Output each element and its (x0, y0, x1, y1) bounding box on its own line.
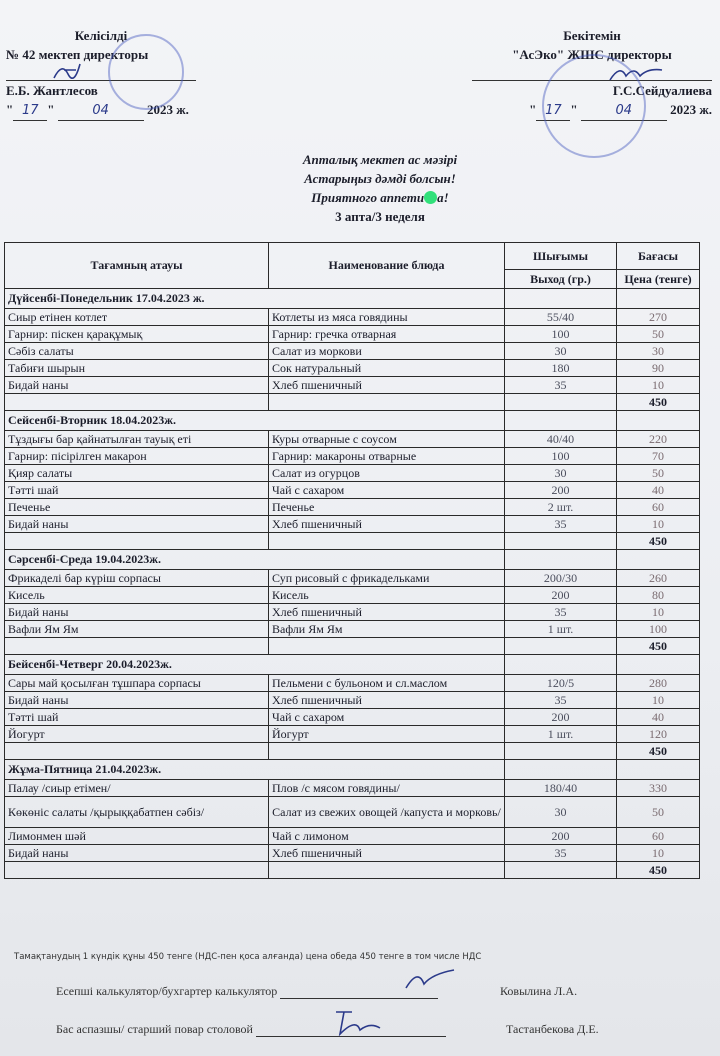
empty-cell (505, 743, 617, 760)
header-output-sub: Выход (гр.) (505, 270, 617, 289)
dish-name-kz: Сары май қосылған тұшпара сорпасы (5, 675, 269, 692)
day-title: Жұма-Пятница 21.04.2023ж. (5, 760, 505, 780)
dish-name-ru: Хлеб пшеничный (269, 845, 505, 862)
table-row (5, 675, 700, 692)
dish-name-ru: Кисель (269, 587, 505, 604)
dish-output: 40/40 (505, 431, 617, 448)
dish-name-kz: Көкөніс салаты /қырыққабатпен сәбіз/ (5, 797, 269, 828)
day-header-row (5, 411, 700, 431)
empty-cell (617, 760, 700, 780)
dish-output: 200 (505, 828, 617, 845)
dish-output: 30 (505, 465, 617, 482)
green-dot-icon (424, 191, 437, 204)
day-total: 450 (617, 394, 700, 411)
table-row (5, 309, 700, 326)
dish-output: 180 (505, 360, 617, 377)
date-day-left: 17 (13, 101, 47, 121)
table-row (5, 360, 700, 377)
dish-name-kz: Сәбіз салаты (5, 343, 269, 360)
dish-name-ru: Хлеб пшеничный (269, 692, 505, 709)
table-row (5, 431, 700, 448)
dish-name-ru: Печенье (269, 499, 505, 516)
dish-name-kz: Кисель (5, 587, 269, 604)
empty-cell (5, 862, 269, 879)
dish-name-kz: Бидай наны (5, 845, 269, 862)
dish-name-kz: Тәтті шай (5, 709, 269, 726)
empty-cell (505, 550, 617, 570)
approval-name-left: Е.Б. Жантлесов (6, 83, 98, 98)
dish-output: 200 (505, 709, 617, 726)
table-row (5, 516, 700, 533)
empty-cell (505, 655, 617, 675)
day-total: 450 (617, 638, 700, 655)
dish-name-kz: Сиыр етінен котлет (5, 309, 269, 326)
empty-cell (505, 394, 617, 411)
table-row (5, 499, 700, 516)
title-line-2: Астарыңыз дәмді болсын! (304, 171, 456, 186)
table-row (5, 448, 700, 465)
title-line-1: Апталық мектеп ас мәзірі (302, 152, 458, 167)
dish-output: 35 (505, 516, 617, 533)
day-title: Сейсенбі-Вторник 18.04.2023ж. (5, 411, 505, 431)
day-total-row (5, 638, 700, 655)
dish-name-ru: Салат из моркови (269, 343, 505, 360)
dish-output: 120/5 (505, 675, 617, 692)
dish-output: 100 (505, 448, 617, 465)
dish-name-ru: Хлеб пшеничный (269, 377, 505, 394)
header-price: Бағасы (617, 243, 700, 270)
dish-output: 35 (505, 377, 617, 394)
empty-cell (617, 411, 700, 431)
table-row (5, 709, 700, 726)
dish-output: 1 шт. (505, 621, 617, 638)
approval-position-right: "АсЭко" ЖШС директоры (512, 47, 672, 62)
day-total: 450 (617, 862, 700, 879)
dish-name-ru: Вафли Ям Ям (269, 621, 505, 638)
dish-price: 270 (617, 309, 700, 326)
approval-title-left: Келісілді (74, 28, 128, 43)
day-title: Сәрсенбі-Среда 19.04.2023ж. (5, 550, 505, 570)
dish-price: 280 (617, 675, 700, 692)
cook-signature-row (56, 1022, 446, 1037)
dish-output: 1 шт. (505, 726, 617, 743)
approval-position-left: № 42 мектеп директоры (6, 47, 149, 62)
empty-cell (269, 533, 505, 550)
dish-price: 40 (617, 709, 700, 726)
day-header-row (5, 289, 700, 309)
dish-price: 90 (617, 360, 700, 377)
dish-output: 55/40 (505, 309, 617, 326)
accountant-label: Есепші калькулятор/бухгартер калькулятор (56, 984, 278, 998)
accountant-signature-row (56, 984, 438, 999)
empty-cell (269, 743, 505, 760)
dish-name-kz: Гарнир: піскен қарақұмық (5, 326, 269, 343)
empty-cell (505, 862, 617, 879)
header-output: Шығымы (505, 243, 617, 270)
date-month-right: 04 (581, 101, 667, 121)
dish-output: 100 (505, 326, 617, 343)
day-total-row (5, 862, 700, 879)
dish-name-ru: Сок натуральный (269, 360, 505, 377)
dish-price: 70 (617, 448, 700, 465)
empty-cell (269, 638, 505, 655)
dish-name-ru: Хлеб пшеничный (269, 604, 505, 621)
dish-price: 10 (617, 604, 700, 621)
table-row (5, 797, 700, 828)
dish-name-kz: Бидай наны (5, 692, 269, 709)
table-row (5, 587, 700, 604)
dish-name-kz: Лимонмен шәй (5, 828, 269, 845)
dish-price: 50 (617, 326, 700, 343)
dish-name-kz: Бидай наны (5, 604, 269, 621)
approval-title-right: Бекітемін (563, 28, 621, 43)
empty-cell (269, 862, 505, 879)
day-total: 450 (617, 743, 700, 760)
table-row (5, 621, 700, 638)
empty-cell (269, 394, 505, 411)
dish-price: 10 (617, 692, 700, 709)
dish-name-ru: Чай с сахаром (269, 709, 505, 726)
dish-output: 30 (505, 797, 617, 828)
table-row (5, 780, 700, 797)
dish-name-kz: Йогурт (5, 726, 269, 743)
title-line-3: Приятного аппети а! (311, 190, 449, 205)
table-row (5, 326, 700, 343)
dish-name-ru: Йогурт (269, 726, 505, 743)
day-total: 450 (617, 533, 700, 550)
empty-cell (505, 411, 617, 431)
dish-price: 330 (617, 780, 700, 797)
empty-cell (617, 289, 700, 309)
empty-cell (5, 394, 269, 411)
dish-name-kz: Палау /сиыр етімен/ (5, 780, 269, 797)
empty-cell (5, 743, 269, 760)
day-header-row (5, 550, 700, 570)
empty-cell (617, 655, 700, 675)
table-row (5, 828, 700, 845)
dish-price: 10 (617, 516, 700, 533)
dish-price: 60 (617, 828, 700, 845)
dish-name-ru: Гарнир: гречка отварная (269, 326, 505, 343)
signature-left-icon (50, 58, 90, 84)
stamp-left-icon (108, 34, 184, 110)
empty-cell (5, 533, 269, 550)
approval-name-right: Г.С.Сейдуалиева (612, 83, 712, 98)
date-month-left: 04 (58, 101, 144, 121)
menu-table (4, 242, 700, 879)
table-row (5, 604, 700, 621)
header-ru-name: Наименование блюда (269, 243, 505, 289)
dish-name-kz: Тәтті шай (5, 482, 269, 499)
dish-output: 35 (505, 604, 617, 621)
dish-price: 100 (617, 621, 700, 638)
dish-name-ru: Хлеб пшеничный (269, 516, 505, 533)
dish-name-ru: Суп рисовый с фрикадельками (269, 570, 505, 587)
day-title: Дүйсенбі-Понедельник 17.04.2023 ж. (5, 289, 505, 309)
menu-table-body (5, 289, 700, 879)
dish-name-kz: Бидай наны (5, 377, 269, 394)
dish-output: 35 (505, 845, 617, 862)
dish-name-kz: Тұздығы бар қайнатылған тауық еті (5, 431, 269, 448)
approval-date-right: " 17 " 04 2023 ж. (472, 100, 712, 121)
dish-output: 30 (505, 343, 617, 360)
day-total-row (5, 533, 700, 550)
dish-price: 10 (617, 377, 700, 394)
dish-price: 40 (617, 482, 700, 499)
dish-name-ru: Чай с лимоном (269, 828, 505, 845)
table-row (5, 845, 700, 862)
dish-name-kz: Табиғи шырын (5, 360, 269, 377)
empty-cell (505, 289, 617, 309)
dish-price: 120 (617, 726, 700, 743)
dish-price: 260 (617, 570, 700, 587)
dish-name-ru: Салат из свежих овощей /капуста и морковь/ (269, 797, 505, 828)
dish-price: 10 (617, 845, 700, 862)
header-kz-name: Тағамның атауы (5, 243, 269, 289)
empty-cell (5, 638, 269, 655)
date-day-right: 17 (536, 101, 570, 121)
dish-name-kz: Бидай наны (5, 516, 269, 533)
approval-date-left: " 17 " 04 2023 ж. (6, 100, 196, 121)
day-total-row (5, 394, 700, 411)
dish-output: 2 шт. (505, 499, 617, 516)
title-line-4: 3 апта/3 неделя (335, 209, 425, 224)
header-price-sub: Цена (тенге) (617, 270, 700, 289)
dish-price: 220 (617, 431, 700, 448)
table-row (5, 726, 700, 743)
dish-name-ru: Салат из огурцов (269, 465, 505, 482)
dish-name-ru: Куры отварные с соусом (269, 431, 505, 448)
dish-name-kz: Фрикаделі бар күріш сорпасы (5, 570, 269, 587)
table-row (5, 343, 700, 360)
empty-cell (505, 760, 617, 780)
dish-name-ru: Чай с сахаром (269, 482, 505, 499)
table-row (5, 482, 700, 499)
table-row (5, 465, 700, 482)
dish-name-ru: Плов /с мясом говядины/ (269, 780, 505, 797)
dish-output: 35 (505, 692, 617, 709)
day-header-row (5, 655, 700, 675)
dish-name-ru: Котлеты из мяса говядины (269, 309, 505, 326)
empty-cell (505, 533, 617, 550)
dish-name-ru: Пельмени с бульоном и сл.маслом (269, 675, 505, 692)
dish-output: 200/30 (505, 570, 617, 587)
dish-price: 50 (617, 465, 700, 482)
signature-right-icon (606, 62, 666, 86)
menu-title (0, 150, 720, 226)
empty-cell (617, 550, 700, 570)
dish-output: 180/40 (505, 780, 617, 797)
dish-output: 200 (505, 587, 617, 604)
dish-price: 80 (617, 587, 700, 604)
table-row (5, 377, 700, 394)
table-row (5, 570, 700, 587)
dish-name-kz: Қияр салаты (5, 465, 269, 482)
accountant-name: Ковылина Л.А. (500, 984, 578, 998)
day-total-row (5, 743, 700, 760)
dish-name-kz: Вафли Ям Ям (5, 621, 269, 638)
accountant-signature-icon (400, 966, 460, 994)
price-note: Тамақтанудың 1 күндік құны 450 тенге (НДС-пен қоса алғанда) цена обеда 450 тенге в том числе НДС (14, 952, 482, 962)
cook-label: Бас аспазшы/ старший повар столовой (56, 1022, 253, 1036)
dish-name-ru: Гарнир: макароны отварные (269, 448, 505, 465)
date-year-left: 2023 ж. (146, 102, 189, 117)
dish-name-kz: Гарнир: пісірілген макарон (5, 448, 269, 465)
day-title: Бейсенбі-Четверг 20.04.2023ж. (5, 655, 505, 675)
dish-price: 50 (617, 797, 700, 828)
day-header-row (5, 760, 700, 780)
dish-price: 60 (617, 499, 700, 516)
date-year-right: 2023 ж. (670, 102, 712, 117)
dish-name-kz: Печенье (5, 499, 269, 516)
dish-output: 200 (505, 482, 617, 499)
cook-name: Тастанбекова Д.Е. (506, 1022, 599, 1036)
dish-price: 30 (617, 343, 700, 360)
empty-cell (505, 638, 617, 655)
cook-signature-icon (330, 1004, 386, 1040)
table-row (5, 692, 700, 709)
